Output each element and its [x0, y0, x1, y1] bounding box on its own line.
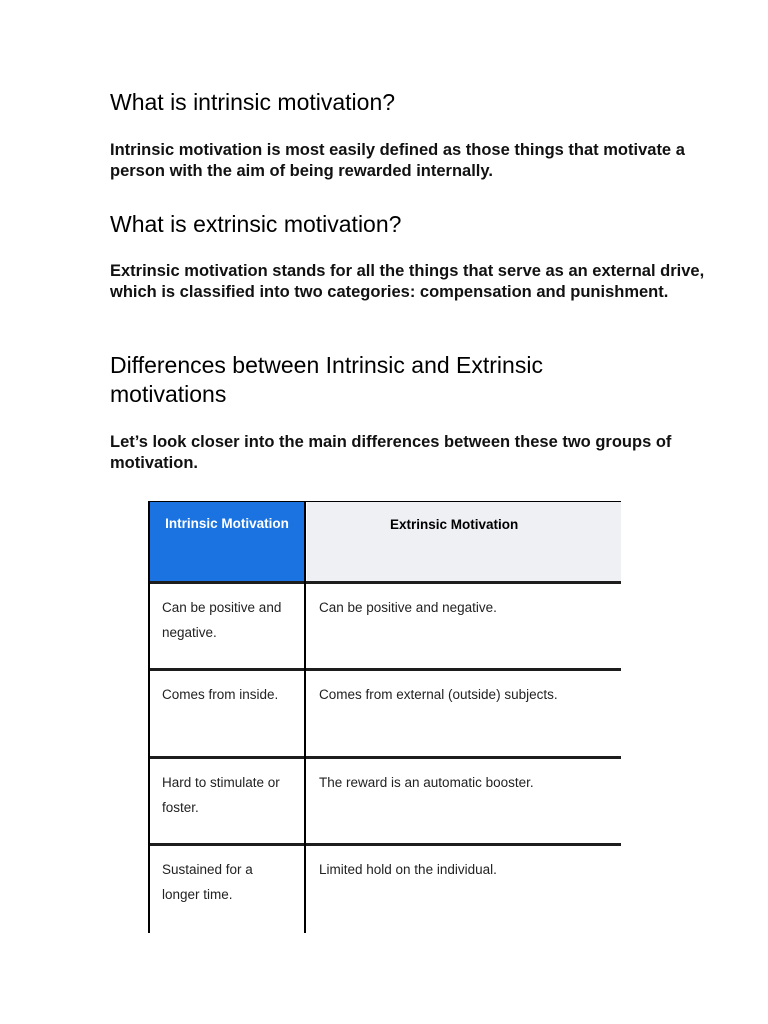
- table-cell-intrinsic: Can be positive and negative.: [162, 600, 282, 640]
- table-row-divider: [148, 843, 621, 846]
- table-cell-extrinsic: Can be positive and negative.: [319, 600, 497, 615]
- table-cell-intrinsic: Sustained for a longer time.: [162, 862, 253, 902]
- table-border-top: [148, 501, 621, 502]
- table-border-left: [148, 501, 150, 933]
- table-cell-intrinsic: Comes from inside.: [162, 687, 279, 702]
- table-row-divider: [148, 581, 621, 584]
- paragraph-intrinsic: Intrinsic motivation is most easily defined as those things that motivate a person with the aim of being rewarded internally.: [110, 141, 685, 180]
- paragraph-extrinsic: Extrinsic motivation stands for all the things that serve as an external drive, which is classified into two categories: compensation and punishment.: [110, 262, 705, 301]
- table-cell-extrinsic: Limited hold on the individual.: [319, 862, 497, 877]
- heading-differences: Differences between Intrinsic and Extrinsic motivations: [110, 352, 543, 407]
- table-cell-extrinsic: Comes from external (outside) subjects.: [319, 687, 558, 702]
- table-row-divider: [148, 756, 621, 759]
- heading-extrinsic: What is extrinsic motivation?: [110, 211, 402, 237]
- comparison-table: [148, 501, 621, 933]
- paragraph-differences: Let’s look closer into the main differences between these two groups of motivation.: [110, 433, 672, 472]
- table-column-divider: [304, 501, 306, 933]
- table-cell-intrinsic: Hard to stimulate or foster.: [162, 775, 280, 815]
- table-row-divider: [148, 668, 621, 671]
- comparison-table-grid: [148, 501, 621, 933]
- heading-intrinsic: What is intrinsic motivation?: [110, 89, 396, 115]
- table-header-intrinsic: Intrinsic Motivation: [149, 502, 305, 582]
- table-cell-extrinsic: The reward is an automatic booster.: [319, 775, 534, 790]
- table-header-extrinsic: Extrinsic Motivation: [307, 502, 621, 582]
